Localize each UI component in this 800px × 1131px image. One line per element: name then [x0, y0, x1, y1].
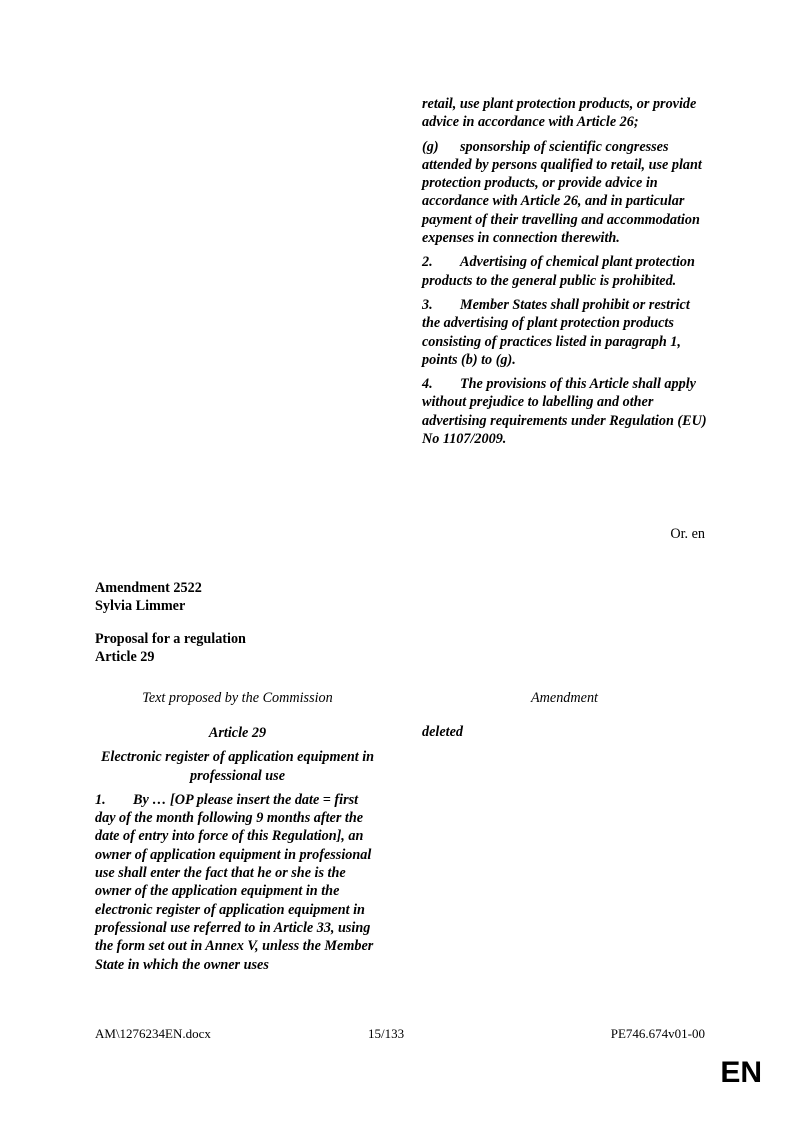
paragraph-number: 2.: [422, 254, 433, 271]
amendment-text-continuation: [422, 95, 707, 454]
paragraph-text: Advertising of chemical plant protection products to the general public is prohibited.: [422, 254, 695, 289]
footer-doc-reference: AM\1276234EN.docx: [95, 1026, 211, 1041]
paragraph-2: [422, 253, 707, 290]
article-title: Article 29: [208, 725, 267, 741]
language-code: EN: [720, 1056, 762, 1089]
footer-page-number: 15/133: [368, 1026, 405, 1041]
paragraph-3: [422, 296, 707, 369]
paragraph-number: 4.: [422, 376, 433, 393]
paragraph-4: [422, 375, 707, 448]
commission-text-header: Text proposed by the Commission: [142, 690, 333, 706]
paragraph-number: 1.: [95, 791, 106, 808]
amendment-column-header: Amendment: [531, 690, 598, 706]
amendment-header: [95, 579, 395, 666]
paragraph-number: (g): [422, 138, 439, 155]
paragraph-continuation: retail, use plant protection products, or provide advice in accordance with Article 26;: [422, 96, 697, 131]
paragraph-number: 3.: [422, 296, 433, 313]
paragraph-text: Member States shall prohibit or restrict the advertising of plant protection products consisting of practices listed in paragraph 1, points (b) to (g).: [422, 296, 690, 368]
paragraph-text: The provisions of this Article shall apply without prejudice to labelling and other advertising requirements under Regulation (EU) No 1107/2009.: [422, 376, 707, 448]
amendment-number: Amendment 2522: [95, 580, 202, 596]
commission-text: [95, 724, 380, 980]
deleted-marker: deleted: [422, 724, 463, 740]
footer-pe-reference: PE746.674v01-00: [610, 1026, 705, 1041]
paragraph-g: [422, 138, 707, 248]
amendment-author: Sylvia Limmer: [95, 598, 186, 615]
proposal-title: Proposal for a regulation: [95, 630, 246, 647]
original-language-note: Or. en: [670, 526, 705, 542]
paragraph-text: By … [OP please insert the date = first day of the month following 9 months after the date of entry into force of this Regulation], an owner of application equipment in professional use shall enter the fact that he or she is the owner of the application equipment in the electronic register of application equipment in professional use referred to in Article 33, using the form set out in Annex V, unless the Member State in which the owner uses: [95, 791, 374, 973]
paragraph-1: [95, 791, 380, 974]
article-reference: Article 29: [95, 648, 155, 665]
paragraph-text: sponsorship of scientific congresses attended by persons qualified to retail, use plant protection products, or provide advice in accordance with Article 26, and in particular payment of their travelling and accommodation expenses in connection therewith.: [422, 138, 702, 247]
article-subtitle: Electronic register of application equipment in professional use: [100, 749, 375, 784]
